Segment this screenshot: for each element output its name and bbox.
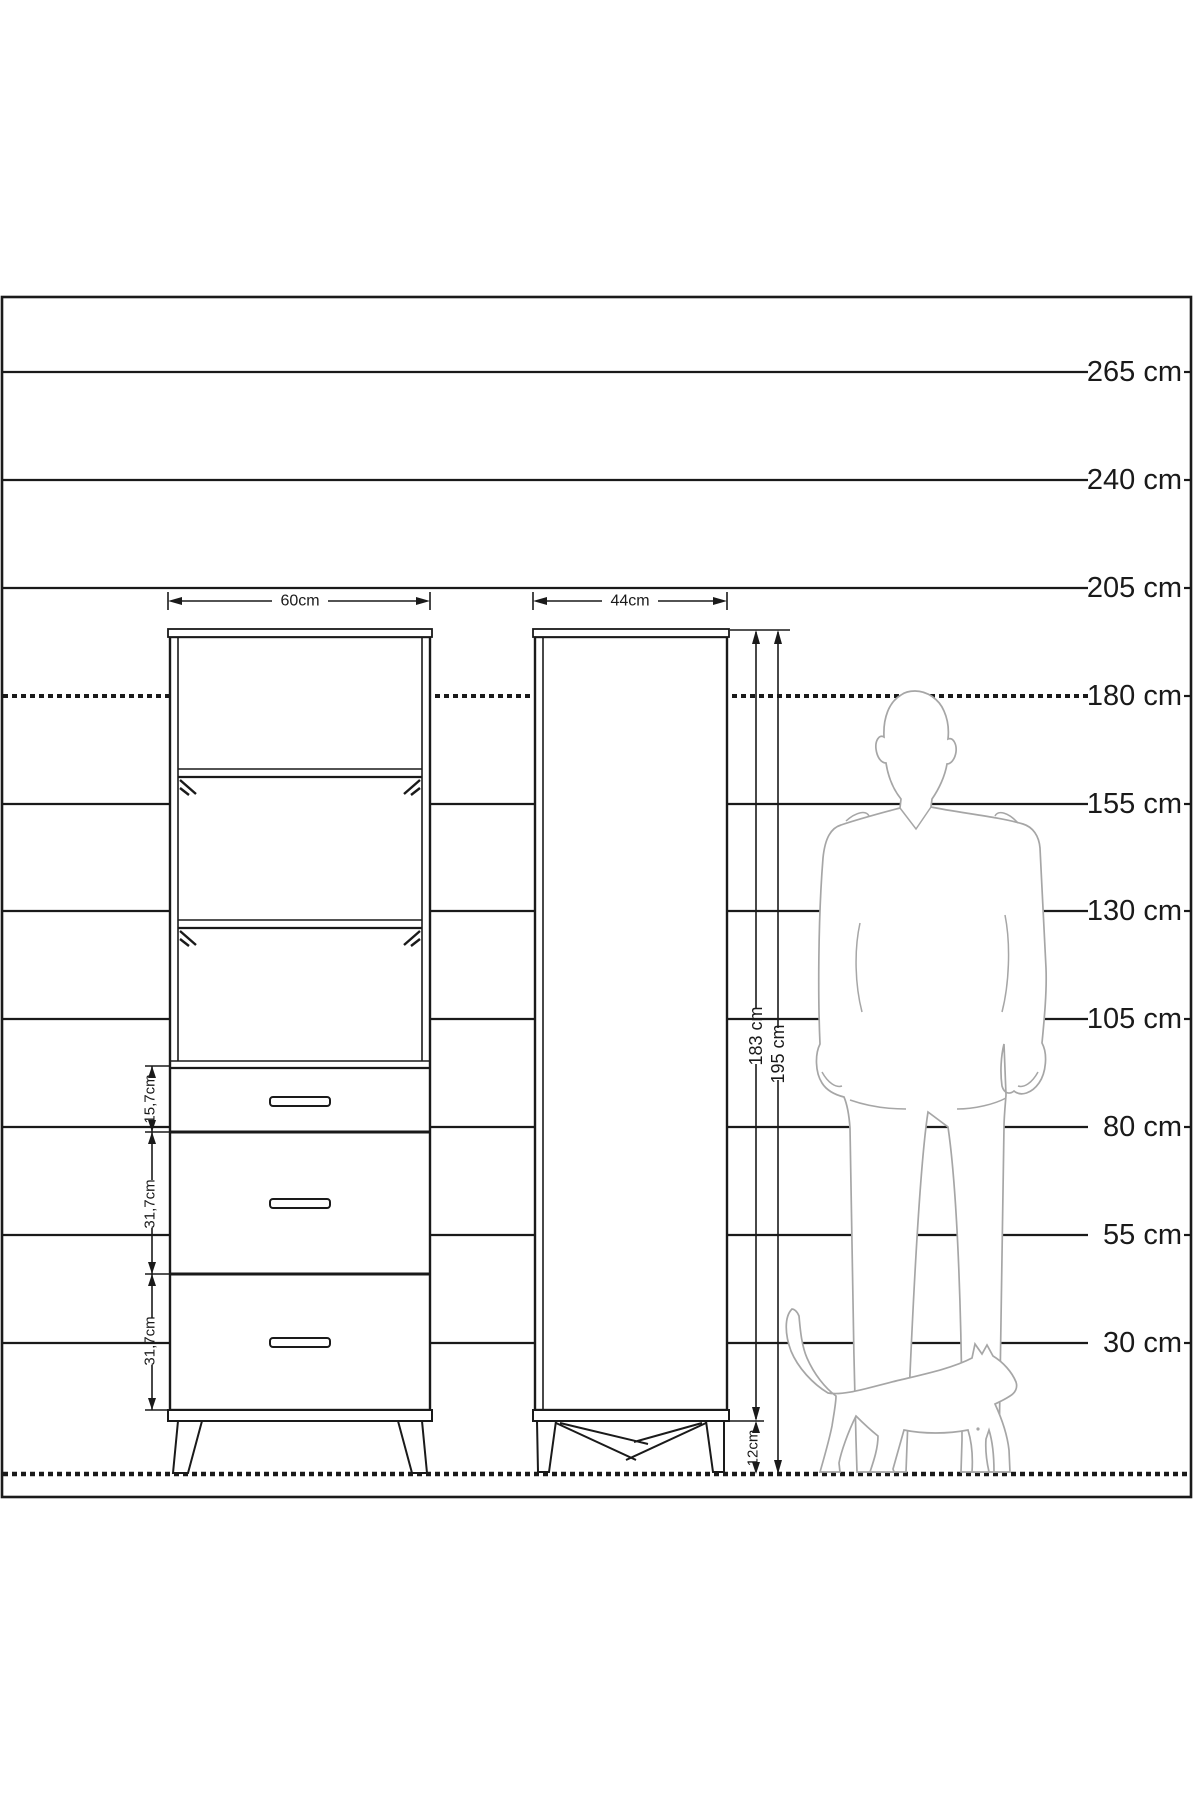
cabinet-side-body — [535, 637, 727, 1410]
cat-fur-mark — [976, 1427, 979, 1430]
drawer3-height-label: 31,7cm — [141, 1316, 159, 1366]
drawer-handle — [270, 1199, 330, 1208]
cabinet-top-panel — [168, 629, 432, 637]
cabinet-front-view — [168, 629, 432, 1473]
scale-label: 130 cm — [1086, 895, 1182, 927]
drawer1-height-label: 15,7cm — [141, 1074, 159, 1124]
scale-label: 55 cm — [1103, 1219, 1182, 1251]
scale-label: 105 cm — [1086, 1003, 1182, 1035]
scale-label: 265 cm — [1086, 356, 1182, 388]
drawer-handle — [270, 1097, 330, 1106]
cabinet-top-panel — [533, 629, 729, 637]
leg-height-label: 12cm — [744, 1429, 762, 1467]
total-height-label: 195 cm — [768, 1024, 788, 1084]
drawer2-height-label: 31,7cm — [141, 1179, 159, 1229]
cabinet-base — [168, 1410, 432, 1421]
scale-label: 240 cm — [1086, 464, 1182, 496]
scale-label: 80 cm — [1103, 1111, 1182, 1143]
scale-label: 30 cm — [1103, 1327, 1182, 1359]
scale-label: 155 cm — [1086, 788, 1182, 820]
front-width-label: 60cm — [280, 592, 320, 610]
side-width-label: 44cm — [610, 592, 650, 610]
cabinet-side-view — [533, 629, 729, 1472]
drawer-handle — [270, 1338, 330, 1347]
body-height-label: 183 cm — [746, 1006, 766, 1066]
scale-label: 180 cm — [1086, 680, 1182, 712]
cabinet-base — [533, 1410, 729, 1421]
cabinet-body — [170, 637, 430, 1410]
scale-label: 205 cm — [1086, 572, 1182, 604]
